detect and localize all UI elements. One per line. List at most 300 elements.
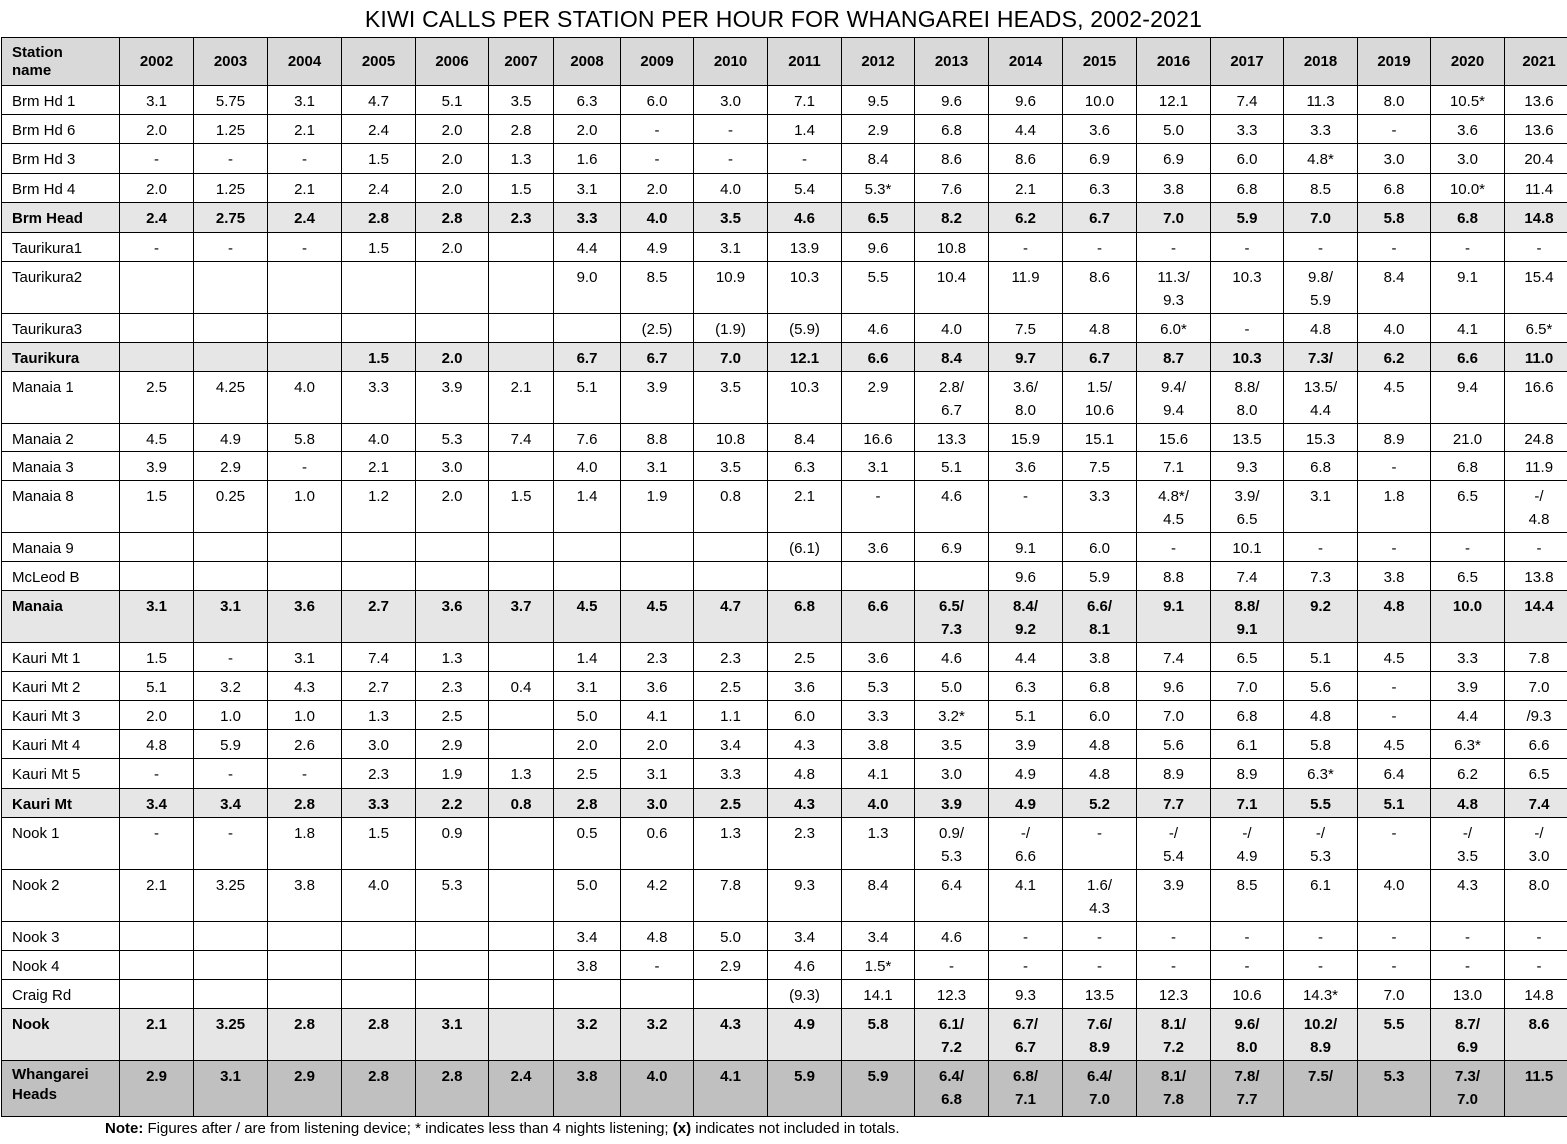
value-cell bbox=[489, 262, 554, 314]
value-cell: 2.0 bbox=[120, 701, 194, 730]
value-cell: 6.0 bbox=[1211, 144, 1284, 174]
value-cell: 2.5 bbox=[694, 789, 768, 818]
value-cell: - bbox=[120, 144, 194, 174]
value-cell: 4.3 bbox=[268, 672, 342, 701]
value-cell: 2.9 bbox=[416, 730, 489, 759]
kiwi-calls-table bbox=[1, 37, 1567, 1117]
value-cell bbox=[416, 980, 489, 1009]
value-cell: 3.25 bbox=[194, 870, 268, 922]
value-cell: 11.5 bbox=[1505, 1061, 1567, 1117]
value-cell: 6.6 bbox=[842, 591, 915, 643]
value-cell: 7.5 bbox=[989, 314, 1063, 343]
value-cell: 2.0 bbox=[416, 343, 489, 372]
value-cell: 3.5 bbox=[694, 203, 768, 233]
value-cell: 5.5 bbox=[842, 262, 915, 314]
value-cell: 5.1 bbox=[1358, 789, 1431, 818]
value-cell: 1.25 bbox=[194, 115, 268, 144]
value-cell: 4.8 bbox=[1284, 314, 1358, 343]
value-cell: 2.8/ 6.7 bbox=[915, 372, 989, 424]
value-cell: - bbox=[694, 144, 768, 174]
value-cell: 3.1 bbox=[554, 174, 621, 203]
value-cell: 2.1 bbox=[268, 174, 342, 203]
table-row bbox=[2, 643, 1567, 672]
value-cell bbox=[489, 533, 554, 562]
table-row bbox=[2, 262, 1567, 314]
value-cell: 2.9 bbox=[842, 115, 915, 144]
table-row bbox=[2, 174, 1567, 203]
value-cell: 3.0 bbox=[342, 730, 416, 759]
value-cell: 8.0 bbox=[1505, 870, 1567, 922]
value-cell: 4.5 bbox=[1358, 372, 1431, 424]
value-cell: 4.0 bbox=[268, 372, 342, 424]
value-cell: 8.7/ 6.9 bbox=[1431, 1009, 1505, 1061]
value-cell: 9.3 bbox=[768, 870, 842, 922]
value-cell: -/ 3.0 bbox=[1505, 818, 1567, 870]
value-cell: 9.5 bbox=[842, 86, 915, 115]
value-cell: 3.9 bbox=[1137, 870, 1211, 922]
station-name-cell: Nook bbox=[2, 1009, 120, 1061]
value-cell: 5.0 bbox=[915, 672, 989, 701]
station-name-cell: Whangarei Heads bbox=[2, 1061, 120, 1117]
value-cell: 6.9 bbox=[1137, 144, 1211, 174]
header-year: 2012 bbox=[842, 38, 915, 86]
value-cell: 5.9 bbox=[1211, 203, 1284, 233]
value-cell: 5.1 bbox=[120, 672, 194, 701]
station-name-cell: Manaia 3 bbox=[2, 452, 120, 481]
value-cell bbox=[416, 951, 489, 980]
value-cell: 10.9 bbox=[694, 262, 768, 314]
value-cell: 3.9 bbox=[989, 730, 1063, 759]
value-cell: 7.8/ 7.7 bbox=[1211, 1061, 1284, 1117]
value-cell: 1.6 bbox=[554, 144, 621, 174]
value-cell bbox=[416, 533, 489, 562]
value-cell: 4.5 bbox=[1358, 643, 1431, 672]
value-cell: - bbox=[1137, 533, 1211, 562]
value-cell: 5.8 bbox=[268, 424, 342, 452]
value-cell: 2.0 bbox=[416, 144, 489, 174]
value-cell: 6.7/ 6.7 bbox=[989, 1009, 1063, 1061]
value-cell: - bbox=[1211, 922, 1284, 951]
value-cell: -/ 5.4 bbox=[1137, 818, 1211, 870]
value-cell: 8.4 bbox=[842, 144, 915, 174]
value-cell: 11.9 bbox=[1505, 452, 1567, 481]
value-cell: 6.5 bbox=[1431, 481, 1505, 533]
value-cell: 8.4 bbox=[768, 424, 842, 452]
value-cell: -/ 3.5 bbox=[1431, 818, 1505, 870]
header-year: 2006 bbox=[416, 38, 489, 86]
value-cell bbox=[489, 980, 554, 1009]
value-cell: 3.1 bbox=[268, 86, 342, 115]
value-cell bbox=[489, 922, 554, 951]
value-cell: 1.3 bbox=[342, 701, 416, 730]
header-year: 2013 bbox=[915, 38, 989, 86]
value-cell: 4.5 bbox=[1358, 730, 1431, 759]
group-summary-row bbox=[2, 203, 1567, 233]
value-cell: 1.9 bbox=[416, 759, 489, 789]
value-cell: 3.5 bbox=[694, 372, 768, 424]
value-cell: 9.1 bbox=[989, 533, 1063, 562]
value-cell: 6.4/ 7.0 bbox=[1063, 1061, 1137, 1117]
value-cell: - bbox=[1063, 922, 1137, 951]
value-cell: 14.8 bbox=[1505, 203, 1567, 233]
value-cell: 8.2 bbox=[915, 203, 989, 233]
value-cell: - bbox=[194, 233, 268, 262]
value-cell: 12.3 bbox=[915, 980, 989, 1009]
value-cell: 7.3/ 7.0 bbox=[1431, 1061, 1505, 1117]
value-cell: 16.6 bbox=[1505, 372, 1567, 424]
value-cell: 1.8 bbox=[268, 818, 342, 870]
value-cell: 2.1 bbox=[268, 115, 342, 144]
value-cell: 4.3 bbox=[694, 1009, 768, 1061]
value-cell: 8.9 bbox=[1358, 424, 1431, 452]
value-cell: 1.5 bbox=[342, 818, 416, 870]
value-cell: 8.4 bbox=[842, 870, 915, 922]
header-year: 2010 bbox=[694, 38, 768, 86]
value-cell: 3.6 bbox=[842, 643, 915, 672]
value-cell: 6.6 bbox=[1431, 343, 1505, 372]
value-cell: 10.0* bbox=[1431, 174, 1505, 203]
value-cell: 8.1/ 7.2 bbox=[1137, 1009, 1211, 1061]
value-cell: 8.9 bbox=[1211, 759, 1284, 789]
value-cell: 6.3 bbox=[768, 452, 842, 481]
value-cell: 4.1 bbox=[621, 701, 694, 730]
value-cell: 2.8 bbox=[342, 1009, 416, 1061]
station-name-cell: Kauri Mt 2 bbox=[2, 672, 120, 701]
value-cell: 5.0 bbox=[694, 922, 768, 951]
value-cell: 7.5/ bbox=[1284, 1061, 1358, 1117]
table-row bbox=[2, 372, 1567, 424]
value-cell: 3.25 bbox=[194, 1009, 268, 1061]
value-cell: 13.5 bbox=[1211, 424, 1284, 452]
value-cell: 8.9 bbox=[1137, 759, 1211, 789]
value-cell: - bbox=[120, 818, 194, 870]
value-cell: 6.5 bbox=[1505, 759, 1567, 789]
value-cell: 9.2 bbox=[1284, 591, 1358, 643]
header-station-name: Station name bbox=[2, 38, 120, 86]
value-cell: 2.1 bbox=[989, 174, 1063, 203]
station-name-cell: Nook 3 bbox=[2, 922, 120, 951]
value-cell bbox=[342, 533, 416, 562]
value-cell: 5.1 bbox=[1284, 643, 1358, 672]
value-cell: 1.4 bbox=[768, 115, 842, 144]
value-cell: 15.6 bbox=[1137, 424, 1211, 452]
value-cell: 11.0 bbox=[1505, 343, 1567, 372]
value-cell: 5.1 bbox=[416, 86, 489, 115]
value-cell: 5.8 bbox=[1358, 203, 1431, 233]
station-name-cell: Taurikura bbox=[2, 343, 120, 372]
value-cell bbox=[489, 870, 554, 922]
station-name-cell: Taurikura2 bbox=[2, 262, 120, 314]
value-cell: 4.8 bbox=[1063, 730, 1137, 759]
value-cell: 5.3 bbox=[416, 424, 489, 452]
value-cell: 4.6 bbox=[915, 643, 989, 672]
value-cell: - bbox=[1137, 233, 1211, 262]
value-cell: 2.8 bbox=[342, 1061, 416, 1117]
value-cell: 6.0 bbox=[1063, 533, 1137, 562]
value-cell bbox=[268, 533, 342, 562]
station-name-cell: Manaia bbox=[2, 591, 120, 643]
header-year: 2002 bbox=[120, 38, 194, 86]
value-cell: - bbox=[1063, 233, 1137, 262]
value-cell: 14.8 bbox=[1505, 980, 1567, 1009]
value-cell: 3.2 bbox=[554, 1009, 621, 1061]
value-cell: 4.9 bbox=[989, 759, 1063, 789]
value-cell: 10.8 bbox=[915, 233, 989, 262]
value-cell: 2.8 bbox=[416, 1061, 489, 1117]
station-name-cell: Nook 4 bbox=[2, 951, 120, 980]
value-cell: 5.9 bbox=[1063, 562, 1137, 591]
value-cell: 4.0 bbox=[694, 174, 768, 203]
value-cell: - bbox=[1284, 233, 1358, 262]
value-cell: 2.0 bbox=[416, 233, 489, 262]
value-cell: 2.0 bbox=[416, 115, 489, 144]
station-name-cell: Manaia 1 bbox=[2, 372, 120, 424]
station-name-cell: McLeod B bbox=[2, 562, 120, 591]
value-cell: 4.1 bbox=[1431, 314, 1505, 343]
value-cell: 3.5 bbox=[915, 730, 989, 759]
value-cell: 5.4 bbox=[768, 174, 842, 203]
value-cell: 6.8 bbox=[1284, 452, 1358, 481]
value-cell: 0.9 bbox=[416, 818, 489, 870]
value-cell: 3.9 bbox=[1431, 672, 1505, 701]
value-cell: 4.8*/ 4.5 bbox=[1137, 481, 1211, 533]
value-cell: - bbox=[1284, 951, 1358, 980]
value-cell: 2.7 bbox=[342, 672, 416, 701]
value-cell: 2.0 bbox=[120, 115, 194, 144]
value-cell: 3.2* bbox=[915, 701, 989, 730]
value-cell: 9.3 bbox=[989, 980, 1063, 1009]
value-cell: 5.0 bbox=[554, 701, 621, 730]
value-cell: -/ 4.8 bbox=[1505, 481, 1567, 533]
value-cell: 10.0 bbox=[1063, 86, 1137, 115]
value-cell: 7.4 bbox=[1211, 562, 1284, 591]
value-cell: 4.1 bbox=[694, 1061, 768, 1117]
value-cell: 2.1 bbox=[768, 481, 842, 533]
value-cell bbox=[194, 951, 268, 980]
value-cell: 6.4 bbox=[1358, 759, 1431, 789]
value-cell: 20.4 bbox=[1505, 144, 1567, 174]
page-title: KIWI CALLS PER STATION PER HOUR FOR WHANGAREI HEADS, 2002-2021 bbox=[364, 6, 1203, 32]
value-cell: - bbox=[194, 818, 268, 870]
value-cell: 3.8 bbox=[554, 1061, 621, 1117]
value-cell: 1.3 bbox=[416, 643, 489, 672]
value-cell: 4.0 bbox=[554, 452, 621, 481]
header-row bbox=[2, 38, 1567, 86]
value-cell: 4.8* bbox=[1284, 144, 1358, 174]
value-cell: 2.8 bbox=[554, 789, 621, 818]
value-cell: 1.1 bbox=[694, 701, 768, 730]
value-cell: - bbox=[194, 759, 268, 789]
value-cell: 4.4 bbox=[989, 115, 1063, 144]
value-cell: 9.6 bbox=[842, 233, 915, 262]
value-cell: 5.5 bbox=[1284, 789, 1358, 818]
value-cell: 5.3* bbox=[842, 174, 915, 203]
value-cell bbox=[194, 262, 268, 314]
value-cell: 2.5 bbox=[768, 643, 842, 672]
header-year: 2015 bbox=[1063, 38, 1137, 86]
value-cell: 3.4 bbox=[554, 922, 621, 951]
value-cell: 5.0 bbox=[554, 870, 621, 922]
value-cell: 6.3 bbox=[554, 86, 621, 115]
station-name-cell: Kauri Mt bbox=[2, 789, 120, 818]
value-cell: 9.1 bbox=[1431, 262, 1505, 314]
value-cell: (2.5) bbox=[621, 314, 694, 343]
table-row bbox=[2, 922, 1567, 951]
value-cell: (5.9) bbox=[768, 314, 842, 343]
value-cell: 4.0 bbox=[342, 424, 416, 452]
value-cell: 3.0 bbox=[416, 452, 489, 481]
station-name-cell: Kauri Mt 1 bbox=[2, 643, 120, 672]
value-cell: 6.7 bbox=[621, 343, 694, 372]
value-cell: 0.5 bbox=[554, 818, 621, 870]
value-cell: 2.3 bbox=[489, 203, 554, 233]
value-cell: 6.6 bbox=[842, 343, 915, 372]
table-row bbox=[2, 144, 1567, 174]
value-cell: 9.6/ 8.0 bbox=[1211, 1009, 1284, 1061]
value-cell: 3.2 bbox=[621, 1009, 694, 1061]
value-cell: 6.5 bbox=[842, 203, 915, 233]
value-cell bbox=[489, 314, 554, 343]
value-cell: 1.5 bbox=[342, 233, 416, 262]
value-cell: 21.0 bbox=[1431, 424, 1505, 452]
note-text-1: Figures after / are from listening device; * indicates less than 4 nights listening; bbox=[143, 1120, 673, 1137]
value-cell: - bbox=[1505, 233, 1567, 262]
value-cell: 5.6 bbox=[1284, 672, 1358, 701]
value-cell: 2.3 bbox=[768, 818, 842, 870]
value-cell: 4.3 bbox=[768, 789, 842, 818]
value-cell: 8.4/ 9.2 bbox=[989, 591, 1063, 643]
value-cell: 3.6 bbox=[842, 533, 915, 562]
value-cell: 6.8 bbox=[1063, 672, 1137, 701]
value-cell: - bbox=[1358, 818, 1431, 870]
value-cell: 2.5 bbox=[554, 759, 621, 789]
value-cell: - bbox=[1505, 533, 1567, 562]
value-cell bbox=[621, 533, 694, 562]
value-cell bbox=[342, 951, 416, 980]
value-cell: - bbox=[120, 233, 194, 262]
value-cell: 11.9 bbox=[989, 262, 1063, 314]
value-cell: 11.3 bbox=[1284, 86, 1358, 115]
value-cell: - bbox=[1431, 922, 1505, 951]
value-cell: 1.5 bbox=[120, 643, 194, 672]
value-cell: 3.1 bbox=[694, 233, 768, 262]
value-cell: 1.25 bbox=[194, 174, 268, 203]
value-cell: 3.9 bbox=[416, 372, 489, 424]
value-cell: 4.5 bbox=[120, 424, 194, 452]
table-row bbox=[2, 481, 1567, 533]
value-cell: 5.75 bbox=[194, 86, 268, 115]
value-cell: 3.1 bbox=[268, 643, 342, 672]
value-cell: 4.8 bbox=[1063, 314, 1137, 343]
value-cell: 3.1 bbox=[120, 86, 194, 115]
value-cell: 1.5 bbox=[342, 144, 416, 174]
value-cell: 2.9 bbox=[842, 372, 915, 424]
value-cell: - bbox=[1505, 922, 1567, 951]
value-cell: 4.8 bbox=[1358, 591, 1431, 643]
value-cell: 3.6 bbox=[1431, 115, 1505, 144]
value-cell: 3.3 bbox=[1211, 115, 1284, 144]
value-cell: 0.25 bbox=[194, 481, 268, 533]
value-cell: 5.3 bbox=[416, 870, 489, 922]
value-cell: 6.4/ 6.8 bbox=[915, 1061, 989, 1117]
value-cell: (1.9) bbox=[694, 314, 768, 343]
value-cell: 16.6 bbox=[842, 424, 915, 452]
value-cell: 15.1 bbox=[1063, 424, 1137, 452]
value-cell: 3.3 bbox=[342, 789, 416, 818]
value-cell: 9.8/ 5.9 bbox=[1284, 262, 1358, 314]
value-cell: 6.7 bbox=[1063, 203, 1137, 233]
value-cell: 4.8 bbox=[1431, 789, 1505, 818]
value-cell: 4.8 bbox=[621, 922, 694, 951]
value-cell: - bbox=[1284, 922, 1358, 951]
value-cell: 1.9 bbox=[621, 481, 694, 533]
value-cell: 3.0 bbox=[694, 86, 768, 115]
value-cell bbox=[621, 980, 694, 1009]
value-cell: -/ 5.3 bbox=[1284, 818, 1358, 870]
value-cell: 12.1 bbox=[768, 343, 842, 372]
value-cell: 6.1 bbox=[1284, 870, 1358, 922]
value-cell: - bbox=[989, 233, 1063, 262]
value-cell: 1.8 bbox=[1358, 481, 1431, 533]
value-cell: - bbox=[1358, 452, 1431, 481]
value-cell: 13.5 bbox=[1063, 980, 1137, 1009]
value-cell: 6.3 bbox=[989, 672, 1063, 701]
value-cell: 2.9 bbox=[120, 1061, 194, 1117]
station-name-cell: Kauri Mt 3 bbox=[2, 701, 120, 730]
value-cell: 8.0 bbox=[1358, 86, 1431, 115]
value-cell: 15.9 bbox=[989, 424, 1063, 452]
value-cell: 0.6 bbox=[621, 818, 694, 870]
value-cell: 3.9 bbox=[621, 372, 694, 424]
value-cell: 7.0 bbox=[1211, 672, 1284, 701]
value-cell: 2.5 bbox=[694, 672, 768, 701]
group-summary-row bbox=[2, 789, 1567, 818]
value-cell: - bbox=[1505, 951, 1567, 980]
value-cell: 2.9 bbox=[268, 1061, 342, 1117]
value-cell: 6.0* bbox=[1137, 314, 1211, 343]
value-cell: 6.1 bbox=[1211, 730, 1284, 759]
value-cell: - bbox=[1358, 922, 1431, 951]
value-cell: -/ 6.6 bbox=[989, 818, 1063, 870]
value-cell: 13.8 bbox=[1505, 562, 1567, 591]
value-cell bbox=[554, 533, 621, 562]
header-year: 2017 bbox=[1211, 38, 1284, 86]
value-cell bbox=[120, 262, 194, 314]
value-cell: 7.6/ 8.9 bbox=[1063, 1009, 1137, 1061]
value-cell: - bbox=[1431, 951, 1505, 980]
value-cell bbox=[489, 343, 554, 372]
value-cell: 3.2 bbox=[194, 672, 268, 701]
value-cell: 3.3 bbox=[1284, 115, 1358, 144]
value-cell: 3.9 bbox=[915, 789, 989, 818]
value-cell bbox=[120, 951, 194, 980]
value-cell: 4.6 bbox=[842, 314, 915, 343]
station-name-cell: Brm Hd 6 bbox=[2, 115, 120, 144]
value-cell: 9.6 bbox=[1137, 672, 1211, 701]
value-cell: 7.4 bbox=[1505, 789, 1567, 818]
value-cell bbox=[489, 1009, 554, 1061]
value-cell: 7.0 bbox=[1137, 701, 1211, 730]
value-cell bbox=[342, 562, 416, 591]
value-cell: 3.9/ 6.5 bbox=[1211, 481, 1284, 533]
value-cell bbox=[489, 730, 554, 759]
station-name-cell: Brm Head bbox=[2, 203, 120, 233]
value-cell: - bbox=[768, 144, 842, 174]
value-cell: 2.5 bbox=[416, 701, 489, 730]
value-cell: 5.1 bbox=[554, 372, 621, 424]
value-cell: - bbox=[621, 951, 694, 980]
value-cell bbox=[268, 314, 342, 343]
